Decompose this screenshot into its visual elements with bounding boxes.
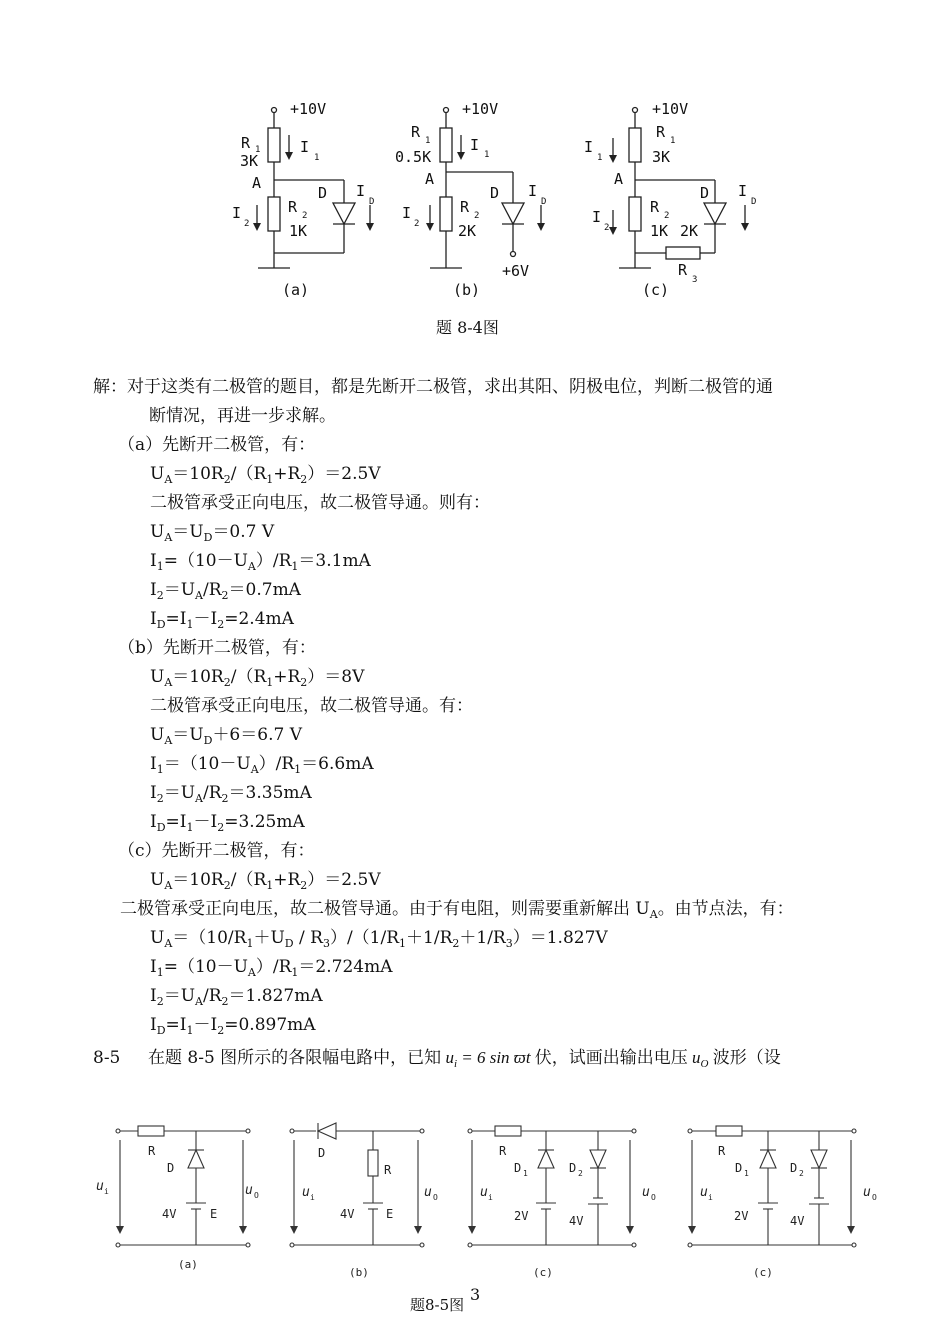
a-eq3: $I_1=(10-U_A)/R_1=3.1mA$: [150, 551, 371, 573]
circuit-85-c1: [468, 1126, 636, 1247]
svg-text:1: 1: [484, 150, 490, 160]
c-heading: （c）先断开二极管，有：: [118, 841, 315, 861]
fig84-b-r1: 0.5K: [395, 148, 432, 166]
svg-text:R: R: [288, 198, 298, 216]
svg-text:R: R: [241, 134, 251, 152]
svg-text:O: O: [433, 1193, 438, 1202]
svg-text:4V: 4V: [340, 1207, 355, 1221]
svg-text:D: D: [700, 184, 710, 202]
svg-text:O: O: [254, 1191, 259, 1200]
svg-text:A: A: [252, 174, 262, 192]
c-eq2: $U_A=(10/R_1+U_D / R_3)/(1/R_1+1/R_2+1/R_3)=1.827V$: [150, 928, 608, 950]
fig84-c-r2: 1K: [650, 222, 669, 240]
svg-text:2: 2: [578, 1169, 583, 1178]
a-note: 二极管承受正向电压，故二极管导通。则有：: [150, 493, 490, 513]
fig84-caption: 题 8-4图: [436, 318, 499, 337]
svg-text:I: I: [592, 208, 602, 226]
fig84-c-r3: 2K: [680, 222, 699, 240]
a-eq5: $I_D=I_1-I_2=2.4mA$: [150, 609, 294, 631]
svg-text:R: R: [499, 1144, 507, 1158]
svg-text:1: 1: [255, 145, 261, 155]
page-number: 3: [470, 1285, 481, 1304]
svg-text:I: I: [356, 182, 366, 200]
fig85-label-b: (b): [349, 1266, 369, 1279]
c-eq3: $I_1=(10-U_A)/R_1=2.724mA$: [150, 957, 393, 979]
problem-85-pre: 在题 8-5 图所示的各限幅电路中，已知: [148, 1048, 442, 1068]
svg-text:u: u: [863, 1185, 871, 1200]
problem-85-post: 伏，试画出输出电压: [534, 1048, 688, 1068]
fig84-a-r1: 3K: [240, 152, 259, 170]
fig84-label-a: (a): [282, 281, 310, 299]
svg-text:2V: 2V: [734, 1209, 749, 1223]
svg-text:u: u: [96, 1179, 104, 1194]
problem-85-output: $u_O$: [687, 1048, 709, 1070]
svg-text:I: I: [232, 204, 242, 222]
fig84-label-b: (b): [453, 281, 481, 299]
a-eq1: $U_A=10R_2/(R_1+R_2)=2.5V$: [150, 464, 381, 486]
svg-text:u: u: [642, 1185, 650, 1200]
svg-text:2V: 2V: [514, 1209, 529, 1223]
svg-text:1: 1: [670, 136, 676, 146]
svg-text:E: E: [386, 1207, 394, 1221]
svg-text:3: 3: [692, 275, 698, 285]
svg-text:D: D: [790, 1161, 798, 1175]
svg-text:R: R: [650, 198, 660, 216]
svg-text:D: D: [318, 1146, 326, 1160]
problem-85-formula: $u_i = 6$ sin ϖt: [441, 1048, 535, 1070]
fig84-a-supply: +10V: [290, 100, 327, 118]
svg-text:i: i: [708, 1193, 713, 1202]
svg-text:I: I: [584, 138, 594, 156]
svg-text:O: O: [651, 1193, 656, 1202]
svg-text:2: 2: [604, 223, 610, 233]
svg-text:I: I: [402, 204, 412, 222]
b-eq2: $U_A=U_D+6=6.7$ V: [150, 725, 302, 747]
svg-text:u: u: [302, 1185, 310, 1200]
circuit-85-b: [290, 1123, 424, 1247]
svg-text:1: 1: [523, 1169, 528, 1178]
problem-85-text: [148, 1046, 781, 1070]
svg-text:R: R: [678, 261, 688, 279]
svg-text:1: 1: [597, 153, 603, 163]
svg-text:i: i: [488, 1193, 493, 1202]
svg-text:I: I: [300, 138, 310, 156]
circuit-85-c2: [688, 1126, 856, 1247]
fig85-label-c2: (c): [753, 1266, 773, 1279]
svg-text:A: A: [425, 170, 435, 188]
svg-text:2: 2: [664, 211, 670, 221]
svg-text:I: I: [528, 182, 538, 200]
a-eq2: $U_A=U_D=0.7$ V: [150, 522, 275, 544]
fig85-label-a: (a): [178, 1258, 198, 1271]
svg-text:D: D: [167, 1161, 175, 1175]
svg-text:R: R: [411, 123, 421, 141]
intro-line-2: 断情况，再进一步求解。: [149, 406, 336, 426]
svg-text:I: I: [738, 182, 748, 200]
svg-text:1: 1: [314, 153, 320, 163]
b-eq1: $U_A=10R_2/(R_1+R_2)=8V$: [150, 667, 365, 689]
svg-text:D: D: [490, 184, 500, 202]
svg-text:2: 2: [474, 211, 480, 221]
fig85-label-c1: (c): [533, 1266, 553, 1279]
svg-text:2: 2: [302, 211, 308, 221]
fig84-c-r1: 3K: [652, 148, 671, 166]
fig84-b-r2: 2K: [458, 222, 477, 240]
c-eq5: $I_D=I_1-I_2=0.897mA$: [150, 1015, 316, 1037]
problem-85-number: 8-5: [93, 1048, 121, 1068]
svg-text:u: u: [245, 1183, 253, 1198]
problem-85-end: 波形（设: [712, 1048, 781, 1068]
svg-text:4V: 4V: [790, 1214, 805, 1228]
intro-line-1: 解：对于这类有二极管的题目，都是先断开二极管，求出其阳、阴极电位，判断二极管的通: [93, 377, 773, 397]
svg-text:2: 2: [244, 219, 250, 229]
svg-text:i: i: [310, 1193, 315, 1202]
svg-text:O: O: [872, 1193, 877, 1202]
fig85-caption: 题8-5图: [410, 1296, 465, 1314]
b-eq3: $I_1=(10-U_A)/R_1=6.6mA$: [150, 754, 374, 776]
svg-text:1: 1: [425, 136, 431, 146]
svg-text:D: D: [318, 184, 328, 202]
svg-text:1: 1: [744, 1169, 749, 1178]
fig84-label-c: (c): [642, 281, 670, 299]
c-eq1: $U_A=10R_2/(R_1+R_2)=2.5V$: [150, 870, 381, 892]
svg-text:D: D: [369, 197, 375, 207]
fig84-a-r2: 1K: [289, 222, 308, 240]
svg-text:4V: 4V: [569, 1214, 584, 1228]
svg-text:R: R: [656, 123, 666, 141]
svg-text:D: D: [514, 1161, 522, 1175]
b-eq5: $I_D=I_1-I_2=3.25mA$: [150, 812, 305, 834]
svg-text:E: E: [210, 1207, 218, 1221]
svg-text:2: 2: [414, 219, 420, 229]
svg-text:i: i: [104, 1187, 109, 1196]
svg-text:D: D: [569, 1161, 577, 1175]
svg-text:D: D: [541, 197, 547, 207]
fig84-b-supply: +10V: [462, 100, 499, 118]
svg-text:R: R: [718, 1144, 726, 1158]
c-note: 二极管承受正向电压，故二极管导通。由于有电阻，则需要重新解出 $U_A$。由节点法，有：: [120, 899, 794, 921]
svg-text:u: u: [480, 1185, 488, 1200]
svg-text:u: u: [700, 1185, 708, 1200]
a-eq4: $I_2=U_A/R_2=0.7mA$: [150, 580, 301, 602]
b-note: 二极管承受正向电压，故二极管导通。有：: [150, 696, 473, 716]
svg-text:D: D: [735, 1161, 743, 1175]
svg-text:4V: 4V: [162, 1207, 177, 1221]
svg-text:R: R: [148, 1144, 156, 1158]
svg-text:u: u: [424, 1185, 432, 1200]
b-heading: （b）先断开二极管，有：: [118, 638, 316, 658]
svg-text:R: R: [460, 198, 470, 216]
circuit-85-a: [116, 1126, 250, 1247]
svg-text:R: R: [384, 1163, 392, 1177]
c-eq4: $I_2=U_A/R_2=1.827mA$: [150, 986, 323, 1008]
fig84-b-neg-supply: +6V: [502, 262, 530, 280]
svg-text:A: A: [614, 170, 624, 188]
fig84-c-supply: +10V: [652, 100, 689, 118]
b-eq4: $I_2=U_A/R_2=3.35mA$: [150, 783, 312, 805]
svg-text:2: 2: [799, 1169, 804, 1178]
svg-text:D: D: [751, 197, 757, 207]
a-heading: （a）先断开二极管，有：: [118, 435, 316, 455]
svg-text:I: I: [470, 136, 480, 154]
